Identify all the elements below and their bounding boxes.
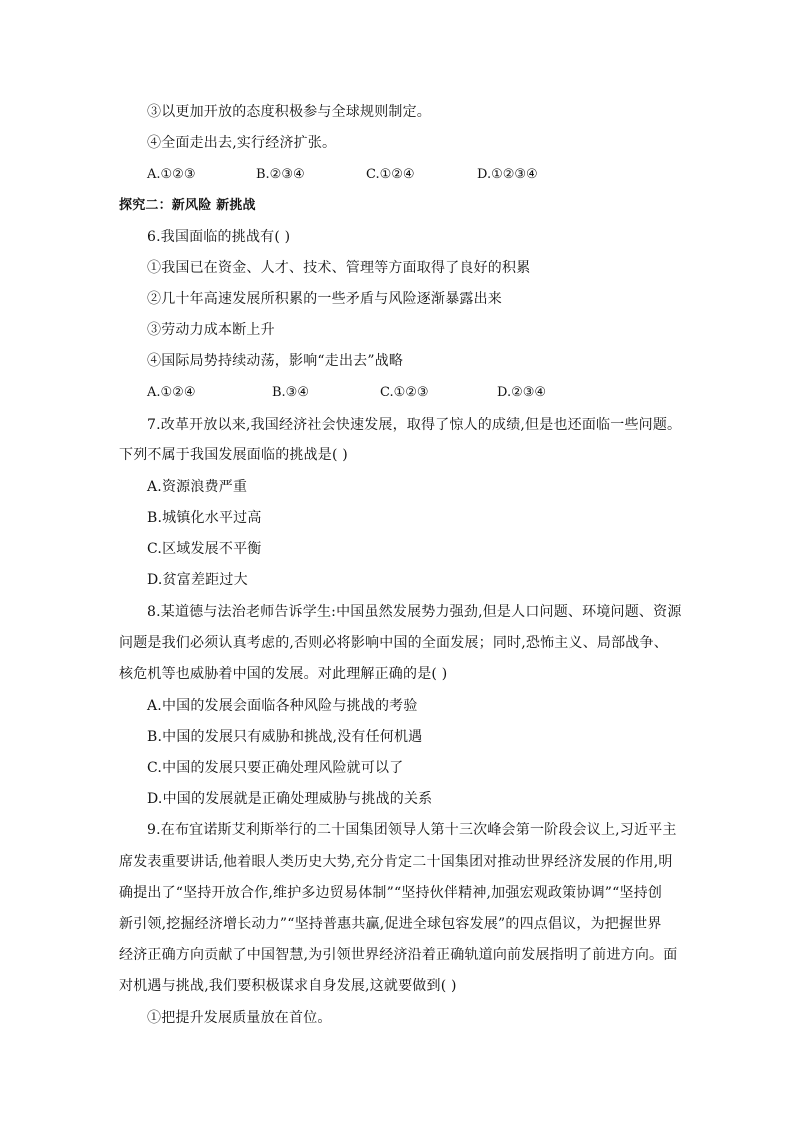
q8-stem-line-3: 核危机等也威胁着中国的发展。对此理解正确的是( ): [119, 666, 448, 682]
q5-option-a: A.①②③: [147, 167, 196, 182]
q5-option-c: C.①②④: [366, 167, 415, 182]
q7-option-a: A.资源浪费严重: [147, 479, 248, 495]
q6-item-4: ④国际局势持续动荡，影响“走出去”战略: [147, 353, 404, 369]
q8-option-d: D.中国的发展就是正确处理威胁与挑战的关系: [147, 791, 433, 807]
q9-item-1: ①把提升发展质量放在首位。: [147, 1010, 332, 1026]
q7-stem-line-1: 7.改革开放以来,我国经济社会快速发展，取得了惊人的成绩,但是也还面临一些问题。: [147, 417, 682, 433]
section-heading: 探究二：新风险 新挑战: [119, 198, 256, 213]
q6-option-d: D.②③④: [497, 385, 547, 400]
q6-item-1: ①我国已在资金、人才、技术、管理等方面取得了良好的积累: [147, 260, 531, 276]
q6-stem: 6.我国面临的挑战有( ): [147, 229, 291, 245]
q6-item-3: ③劳动力成本断上升: [147, 322, 275, 338]
q8-stem-line-2: 问题是我们必须认真考虑的,否则必将影响中国的全面发展；同时,恐怖主义、局部战争、: [119, 635, 668, 651]
q7-option-d: D.贫富差距过大: [147, 572, 248, 588]
q5-item-4: ④全面走出去,实行经济扩张。: [147, 135, 337, 151]
q7-option-c: C.区域发展不平衡: [147, 541, 262, 557]
q9-stem-line-6: 对机遇与挑战,我们要积极谋求自身发展,这就要做到( ): [119, 978, 457, 994]
q8-option-c: C.中国的发展只要正确处理风险就可以了: [147, 760, 404, 776]
q5-item-3: ③以更加开放的态度积极参与全球规则制定。: [147, 104, 431, 120]
q6-option-b: B.③④: [272, 385, 309, 400]
q9-stem-line-2: 席发表重要讲话,他着眼人类历史大势,充分肯定二十国集团对推动世界经济发展的作用,明: [119, 854, 673, 870]
q9-stem-line-5: 经济正确方向贡献了中国智慧,为引领世界经济沿着正确轨道向前发展指明了前进方向。面: [119, 947, 678, 963]
q6-option-a: A.①②④: [147, 385, 196, 400]
q8-stem-line-1: 8.某道德与法治老师告诉学生:中国虽然发展势力强劲,但是人口问题、环境问题、资源: [147, 604, 682, 620]
q7-option-b: B.城镇化水平过高: [147, 510, 262, 526]
q9-stem-line-1: 9.在布宜诺斯艾利斯举行的二十国集团领导人第十三次峰会第一阶段会议上,习近平主: [147, 822, 677, 838]
q8-option-b: B.中国的发展只有威胁和挑战,没有任何机遇: [147, 729, 423, 745]
q9-stem-line-4: 新引领,挖掘经济增长动力”“坚持普惠共赢,促进全球包容发展”的四点倡议，为把握世界: [119, 916, 662, 932]
q8-option-a: A.中国的发展会面临各种风险与挑战的考验: [147, 698, 418, 714]
q6-item-2: ②几十年高速发展所积累的一些矛盾与风险逐渐暴露出来: [147, 291, 502, 307]
q9-stem-line-3: 确提出了“坚持开放合作,维护多边贸易体制”“坚持伙伴精神,加强宏观政策协调”“坚持创: [119, 885, 663, 901]
q5-option-b: B.②③④: [256, 167, 305, 182]
q7-stem-line-2: 下列不属于我国发展面临的挑战是( ): [119, 447, 348, 463]
q6-option-c: C.①②③: [380, 385, 429, 400]
q5-option-d: D.①②③④: [477, 167, 538, 182]
